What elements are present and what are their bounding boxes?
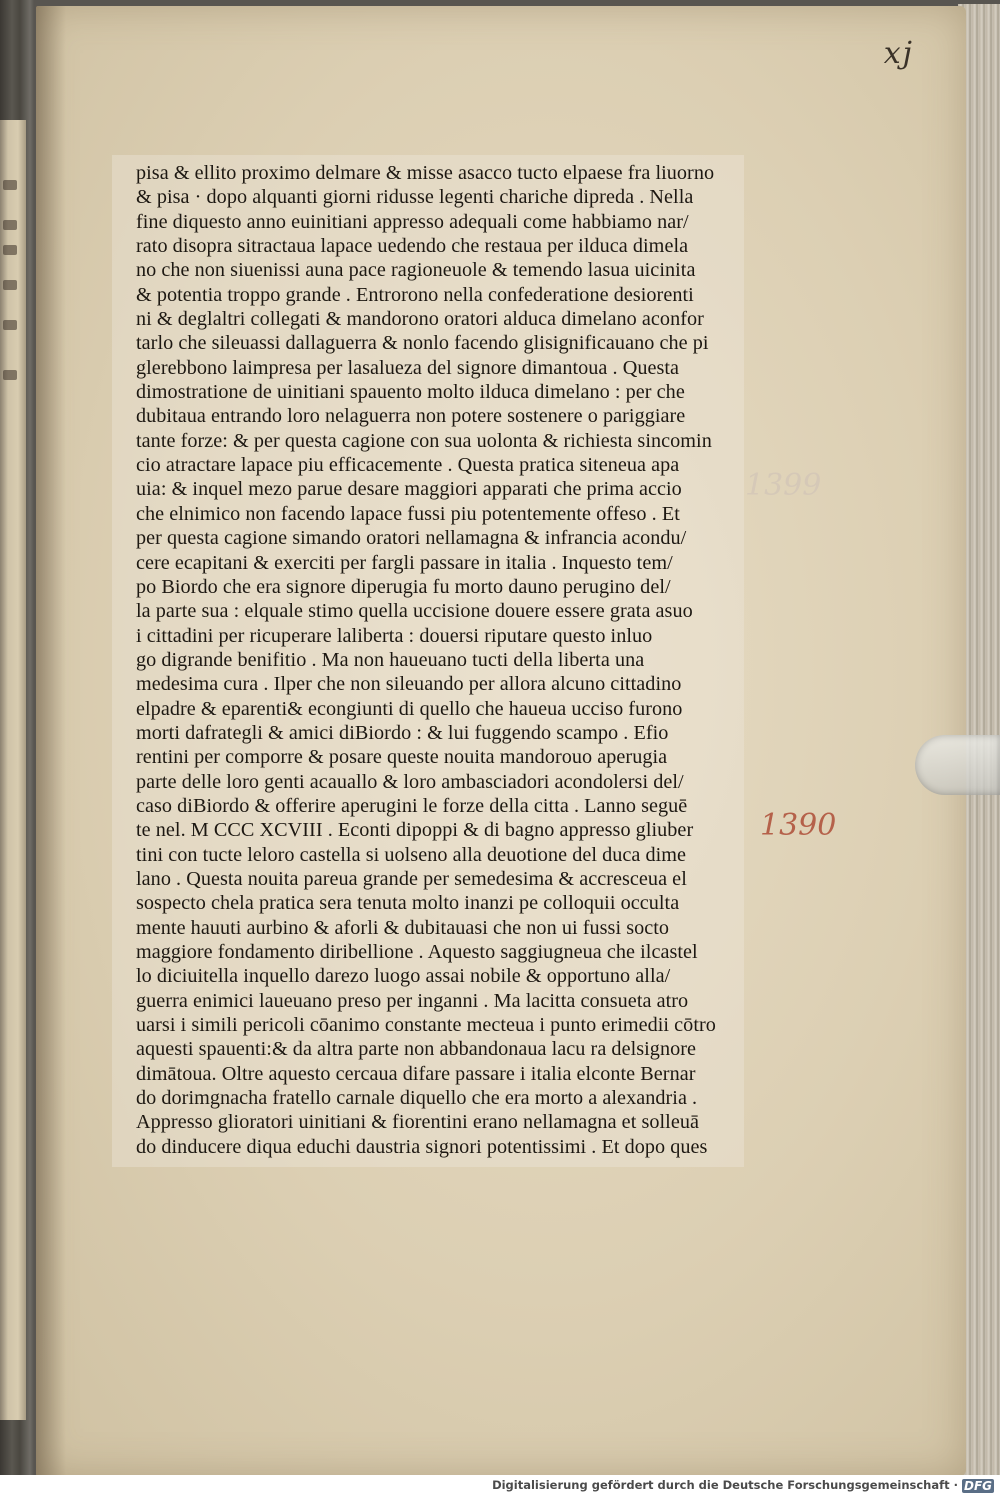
text-block <box>112 155 744 1167</box>
page-clip <box>915 735 1000 795</box>
text-line: no che non siuenissi auna pace ragioneuole & temendo lasua uicinita <box>136 259 696 282</box>
year-margin-note: 1390 <box>760 808 837 843</box>
text-line: i cittadini per ricuperare laliberta : douersi riputare questo inluo <box>136 624 653 647</box>
text-line: maggiore fondamento diribellione . Aquesto saggiugneua che ilcastel <box>136 941 698 963</box>
text-line: rentini per comporre & posare queste nouita mandorouo aperugia <box>136 746 668 769</box>
text-line: elpadre & eparenti& econgiunti di quello che haueua ucciso furono <box>136 697 683 720</box>
text-line: pisa & ellito proximo delmare & misse asacco tucto elpaese fra liuorno <box>136 162 715 184</box>
text-line: che elnimico non facendo lapace fussi piu potentemente offeso . Et <box>136 502 680 525</box>
text-line: dimostratione de uinitiani spauento molto ilduca dimelano : per che <box>136 381 685 404</box>
text-line: cio atractare lapace piu efficacemente . Questa pratica siteneua apa <box>136 454 680 477</box>
text-line: go digrande benifitio . Ma non haueuano tucti della liberta una <box>136 648 645 671</box>
dfg-logo: DFG <box>963 1479 992 1493</box>
text-line: Appresso glioratori uinitiani & fiorentini erano nellamagna et solleuā <box>136 1111 699 1134</box>
text-line: la parte sua : elquale stimo quella uccisione douere essere grata asuo <box>136 600 693 623</box>
text-line: do dinducere diqua educhi daustria signori potentissimi . Et dopo ques <box>136 1135 708 1158</box>
adjacent-page-strip <box>0 120 26 1420</box>
text-line: fine diquesto anno euinitiani appresso adequali come habbiamo nar/ <box>136 210 689 233</box>
text-line: po Biordo che era signore diperugia fu morto dauno perugino del/ <box>136 575 671 598</box>
footer-bar <box>0 1475 1000 1497</box>
text-line: morti dafrategli & amici diBiordo : & lui fuggendo scampo . Efio <box>136 721 669 744</box>
text-line: guerra enimici laueuano preso per inganni . Ma lacitta consueta atro <box>136 989 689 1012</box>
text-line: uarsi i simili pericoli cōanimo constante mecteua i punto erimedii cōtro <box>136 1014 716 1037</box>
text-line: parte delle loro genti acauallo & loro ambasciadori acondolersi del/ <box>136 770 684 793</box>
text-line: sospecto chela pratica sera tenuta molto inanzi pe colloquii occulta <box>136 892 680 915</box>
text-line: ni & deglaltri collegati & mandorono oratori alduca dimelano aconfor <box>136 308 704 331</box>
text-line: dimātoua. Oltre aquesto cercaua difare passare i italia elconte Bernar <box>136 1062 696 1085</box>
text-line: do dorimgnacha fratello carnale diquello che era morto a alexandria . <box>136 1087 698 1110</box>
funding-credit: Digitalisierung gefördert durch die Deutsche Forschungsgemeinschaft · <box>492 1478 958 1492</box>
text-line: lo diciuitella inquello darezo luogo assai nobile & opportuno alla/ <box>136 965 671 988</box>
text-line: glerebbono laimpresa per lasalueza del signore dimantoua . Questa <box>136 356 680 379</box>
text-line: rato disopra sitractaua lapace uedendo che restaua per ilduca dimela <box>136 235 689 258</box>
text-line: lano . Questa nouita pareua grande per semedesima & accresceua el <box>136 867 687 890</box>
text-line: te nel. M CCC XCVIII . Econti dipoppi & di bagno appresso gliuber <box>136 819 694 842</box>
text-line: per questa cagione simando oratori nellamagna & infrancia acondu/ <box>136 527 687 550</box>
folio-number: xj <box>883 36 914 71</box>
text-line: tini con tucte leloro castella si uolseno alla deuotione del duca dime <box>136 843 687 866</box>
text-line: mente hauuti aurbino & aforli & dubitauasi che non ui fussi socto <box>136 916 670 939</box>
text-line: tante forze: & per questa cagione con sua uolonta & richiesta sincomin <box>136 429 712 452</box>
text-line: & pisa · dopo alquanti giorni ridusse legenti chariche dipreda . Nella <box>136 186 694 209</box>
text-line: caso diBiordo & offerire aperugini le forze della citta . Lanno seguē <box>136 794 688 817</box>
text-line: aquesti spauenti:& da altra parte non abbandonaua lacu ra delsignore <box>136 1038 697 1061</box>
faint-margin-note: 1399 <box>745 468 822 503</box>
text-line: medesima cura . Ilper che non sileuando per allora alcuno cittadino <box>136 673 682 696</box>
text-line: & potentia troppo grande . Entrorono nella confederatione desiorenti <box>136 283 694 306</box>
text-line: cere ecapitani & exerciti per fargli passare in italia . Inquesto tem/ <box>136 551 673 574</box>
text-line: dubitaua entrando loro nelaguerra non potere sostenere o pariggiare <box>136 405 686 428</box>
text-line: uia: & inquel mezo parue desare maggiori apparati che prima accio <box>136 478 682 501</box>
text-line: tarlo che sileuassi dallaguerra & nonlo facendo glisignificauano che pi <box>136 332 709 355</box>
